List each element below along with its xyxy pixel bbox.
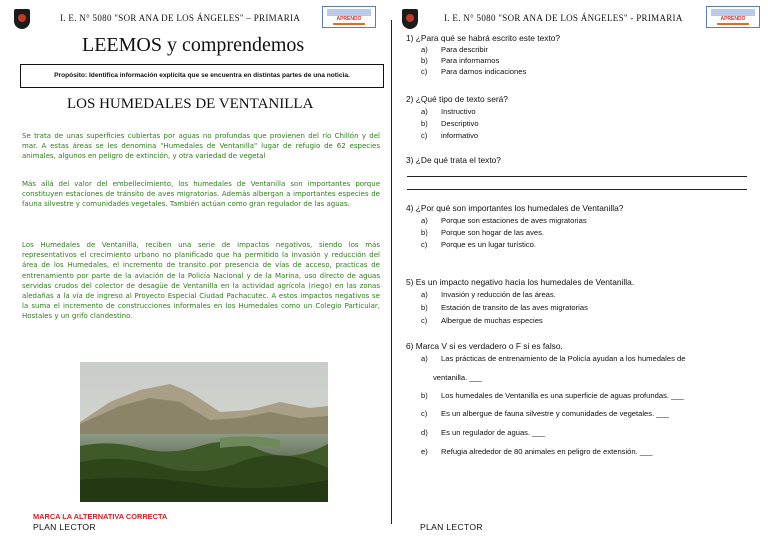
aprendo-logo-right: [706, 6, 760, 28]
reading-title: LOS HUMEDALES DE VENTANILLA: [67, 96, 314, 112]
answer-line-1: [407, 176, 747, 177]
aprendo-logo: [322, 6, 376, 28]
question-3: 3) ¿De qué trata el texto?: [406, 155, 501, 165]
q6-statement-b: b) Los humedales de Ventanilla es una superficie de aguas profundas. ___: [421, 391, 684, 400]
question-4: 4) ¿Por qué son importantes los humedales de Ventanilla?: [406, 203, 624, 213]
q5-option-b: b) Estación de transito de las aves migratorias: [421, 303, 588, 312]
q1-option-b: b) Para informarnos: [421, 56, 500, 65]
school-crest-icon: [14, 9, 30, 29]
q4-option-c: c) Porque es un lugar turístico.: [421, 240, 536, 249]
right-header: I. E. N° 5080 "SOR ANA DE LOS ÁNGELES" - PRIMARIA: [444, 13, 683, 23]
logo-text-right: APRENDO: [720, 16, 746, 22]
paragraph-3: Los Humedales de Ventanilla, reciben una serie de impactos negativos, siendo los más representativos el crecimiento urbano no planificado que ha permitido la invasión y reducción del área de los Humedales, el incremento de transito por presencia de vías de acceso, practicas de entrenamiento por parte de la aviación de la Policía Nacional y de la Marina, uso directo de aguas servidas crudos del colector de desagüe de Ventanilla en la actividad agrícola (riego) en las zonas aledañas a la vía de ingreso al Proyecto Especial Ciudad Pachacutec. A estos impactos negativos se la suma el incremento de construcciones informales en los Humedales como un Colegio Particular, Hostales y un grifo clandestino.: [22, 241, 380, 321]
question-2: 2) ¿Qué tipo de texto será?: [406, 94, 508, 104]
logo-text: APRENDO: [336, 16, 362, 22]
q6-statement-d: d) Es un regulador de aguas. ___: [421, 428, 545, 437]
q6-statement-c: c) Es un albergue de fauna silvestre y comunidades de vegetales. ___: [421, 409, 669, 418]
q4-option-a: a) Porque son estaciones de aves migratorias: [421, 216, 587, 225]
paragraph-2: Más allá del valor del embellecimiento, los humedales de Ventanilla son importantes porque constituyen estaciones de tránsito de aves migratorias. Además albergan a importantes especies de fauna silvestre y comunidades vegetales. También actúan como gran regulador de las aguas.: [22, 180, 380, 209]
q2-option-c: c) informativo: [421, 131, 479, 140]
q2-option-b: b) Descriptivo: [421, 119, 479, 128]
page-title: LEEMOS y comprendemos: [82, 34, 305, 56]
q6-statement-a: a) Las prácticas de entrenamiento de la Policía ayudan a los humedales de: [421, 354, 686, 363]
question-5: 5) Es un impacto negativo hacia los humedales de Ventanilla.: [406, 277, 635, 287]
question-6: 6) Marca V si es verdadero o F si es falso.: [406, 341, 563, 351]
left-footer: PLAN LECTOR: [33, 522, 96, 532]
page-divider: [391, 20, 392, 524]
question-1: 1) ¿Para qué se habrá escrito este texto?: [406, 33, 561, 43]
paragraph-1: Se trata de unas superficies cubiertas por aguas no profundas que provienen del río Chillón y del mar. A estas áreas se les denomina "Humedales de Ventanilla" lugar de refugio de 62 especies animales, algunos en peligro de extinción, y otra variedad de vegetal: [22, 132, 380, 161]
q5-option-c: c) Albergue de muchas especies: [421, 316, 543, 325]
answer-line-2: [407, 189, 747, 190]
right-footer: PLAN LECTOR: [420, 522, 483, 532]
q1-option-a: a) Para describir: [421, 45, 488, 54]
q5-option-a: a) Invasión y reducción de las áreas.: [421, 290, 556, 299]
q1-option-c: c) Para darnos indicaciones: [421, 67, 527, 76]
school-crest-icon-right: [402, 9, 418, 29]
left-header: I. E. N° 5080 "SOR ANA DE LOS ÁNGELES" – PRIMARIA: [60, 13, 301, 23]
q2-option-a: a) Instructivo: [421, 107, 476, 116]
wetland-photo: [80, 362, 328, 502]
q4-option-b: b) Porque son hogar de las aves.: [421, 228, 545, 237]
q6-statement-e: e) Refugia alrededor de 80 animales en peligro de extensión. ___: [421, 447, 653, 456]
purpose-box: Propósito: Identifica información explícita que se encuentra en distintas partes de una noticia.: [20, 64, 384, 88]
q6-statement-a-cont: ventanilla. ___: [433, 373, 482, 382]
instruction-text: MARCA LA ALTERNATIVA CORRECTA: [33, 512, 168, 521]
